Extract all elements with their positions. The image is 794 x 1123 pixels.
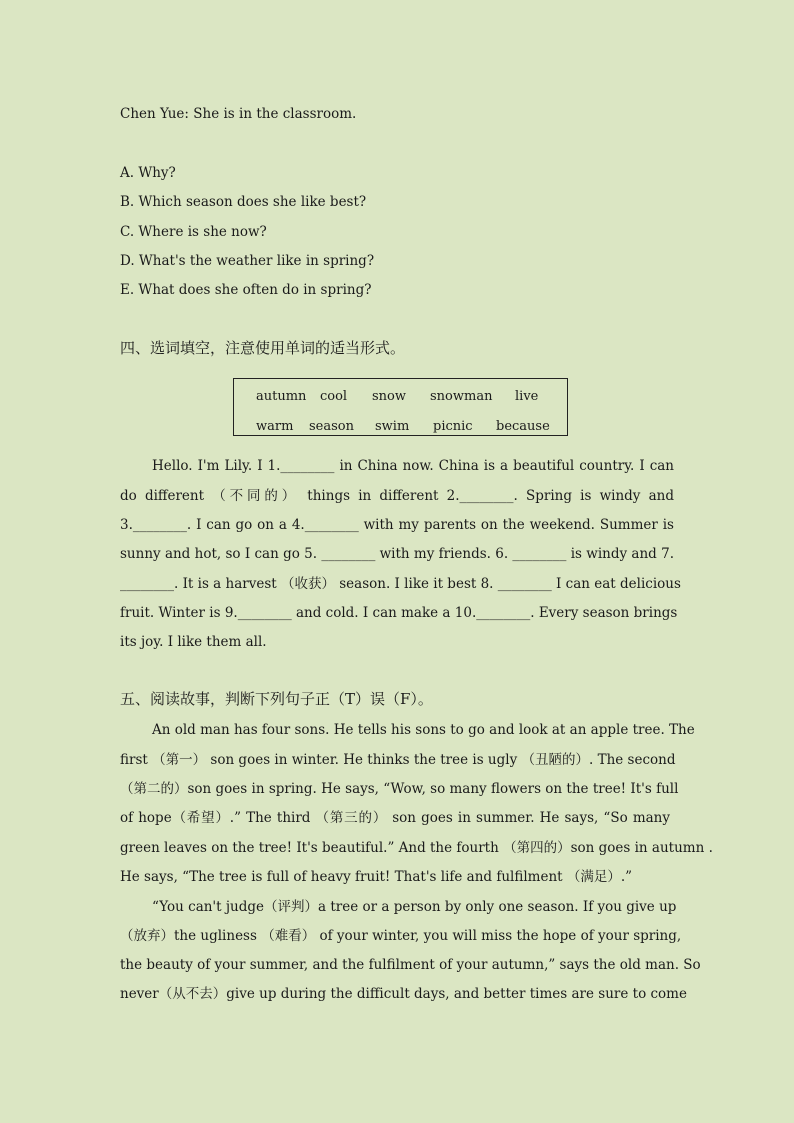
word-bank-row-1 — [234, 389, 567, 407]
word-bank-item: because — [496, 419, 550, 434]
dialogue-line: Chen Yue: She is in the classroom. — [120, 106, 357, 122]
option-c: C. Where is she now? — [120, 224, 267, 240]
option-a: A. Why? — [120, 165, 176, 181]
passage-line: ________. It is a harvest （收获） season. I like it best 8. ________ I can eat delicious — [120, 576, 681, 592]
story-line: （第二的）son goes in spring. He says, “Wow, so many flowers on the tree! It's full — [120, 781, 679, 797]
story-line: of hope（希望）.” The third （第三的） son goes in summer. He says, “So many — [120, 810, 670, 826]
option-d: D. What's the weather like in spring? — [120, 253, 375, 269]
passage-line: fruit. Winter is 9.________ and cold. I can make a 10.________. Every season brings — [120, 605, 678, 621]
option-e: E. What does she often do in spring? — [120, 282, 372, 298]
word-bank-item: autumn — [256, 389, 307, 404]
story-line: （放弃）the ugliness （难看） of your winter, you will miss the hope of your spring, — [120, 928, 682, 944]
story-line: An old man has four sons. He tells his sons to go and look at an apple tree. The — [152, 722, 695, 738]
word-bank-item: live — [515, 389, 539, 404]
word-bank-item: picnic — [433, 419, 473, 434]
word-bank-row-2 — [234, 419, 567, 437]
passage-line: 3.________. I can go on a 4.________ with my parents on the weekend. Summer is — [120, 517, 674, 533]
option-b: B. Which season does she like best? — [120, 194, 367, 210]
section4-heading: 四、选词填空，注意使用单词的适当形式。 — [120, 339, 406, 357]
word-bank-item: snow — [372, 389, 406, 404]
word-bank-item: snowman — [430, 389, 493, 404]
word-bank-item: warm — [256, 419, 294, 434]
story-line: “You can't judge（评判）a tree or a person by only one season. If you give up — [152, 899, 677, 915]
word-bank-item: swim — [375, 419, 410, 434]
passage-line: sunny and hot, so I can go 5. ________ with my friends. 6. ________ is windy and 7. — [120, 546, 674, 562]
word-bank — [233, 378, 568, 436]
word-bank-item: cool — [320, 389, 348, 404]
section5-heading: 五、阅读故事，判断下列句子正（T）误（F）。 — [120, 690, 433, 708]
story-line: He says, “The tree is full of heavy fruit! That's life and fulfilment （满足）.” — [120, 869, 633, 885]
passage-line: Hello. I'm Lily. I 1.________ in China now. China is a beautiful country. I can — [152, 458, 674, 474]
story-line: the beauty of your summer, and the fulfilment of your autumn,” says the old man. So — [120, 957, 701, 973]
story-line: green leaves on the tree! It's beautiful.” And the fourth （第四的）son goes in autumn . — [120, 840, 713, 856]
word-bank-item: season — [309, 419, 354, 434]
story-line: never（从不去）give up during the difficult days, and better times are sure to come — [120, 986, 687, 1002]
passage-line: its joy. I like them all. — [120, 634, 267, 650]
story-line: first （第一） son goes in winter. He thinks the tree is ugly （丑陋的）. The second — [120, 752, 676, 768]
passage-line: do different （不同的） things in different 2.________. Spring is windy and — [120, 488, 674, 504]
